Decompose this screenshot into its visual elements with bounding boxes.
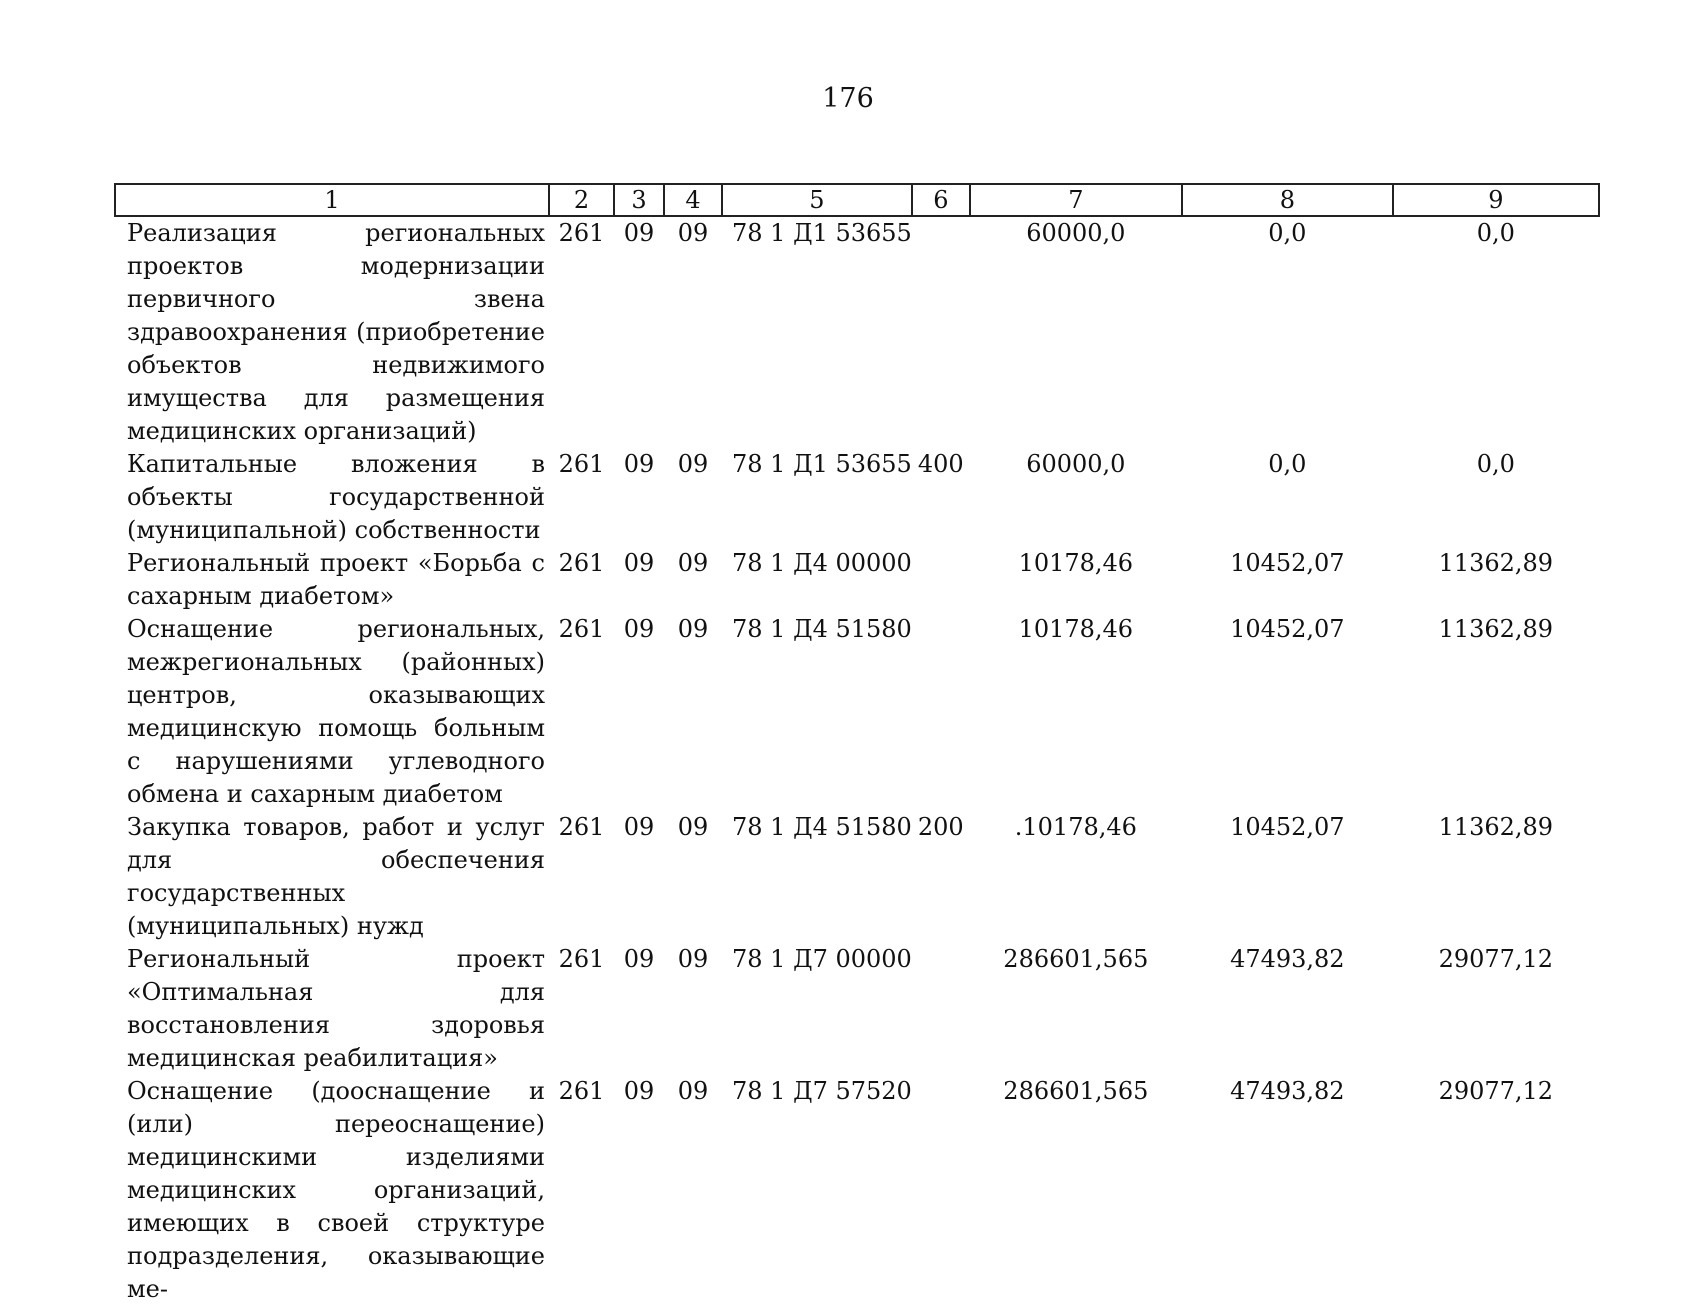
ministry-code: 261 xyxy=(558,450,605,478)
item-name: Региональный проект «Борьба с сахарным диабетом» xyxy=(127,549,545,610)
header-cell-7: 7 xyxy=(970,184,1182,216)
subsection-code: 09 xyxy=(677,615,709,643)
expense-type-code xyxy=(912,547,970,613)
section-code: 09 xyxy=(623,219,655,247)
page-number: 176 xyxy=(822,83,874,114)
item-name: Региональный проект «Оптимальная для восстановления здоровья медицинская реабилитация» xyxy=(127,945,545,1072)
amount-col8: 10452,07 xyxy=(1230,813,1345,841)
amount-col8: 10452,07 xyxy=(1230,549,1345,577)
amount-col8: 0,0 xyxy=(1268,219,1307,247)
target-article-code: 78 1 Д4 00000 xyxy=(732,549,912,577)
ministry-code: 261 xyxy=(558,615,605,643)
section-code: 09 xyxy=(623,813,655,841)
item-name: Капитальные вложения в объекты государственной (муниципальной) собственности xyxy=(127,450,545,544)
table-body xyxy=(115,216,1599,1306)
section-code: 09 xyxy=(623,549,655,577)
expense-type-code: 400 xyxy=(917,450,964,478)
header-cell-6: 6 xyxy=(912,184,970,216)
section-code: 09 xyxy=(623,615,655,643)
target-article-code: 78 1 Д7 57520 xyxy=(732,1077,912,1105)
expense-type-code xyxy=(912,1075,970,1306)
subsection-code: 09 xyxy=(677,1077,709,1105)
ministry-code: 261 xyxy=(558,549,605,577)
expense-type-code xyxy=(912,613,970,811)
item-name: Закупка товаров, работ и услуг для обеспечения государственных (муниципальных) нужд xyxy=(127,813,545,940)
amount-col8: 0,0 xyxy=(1268,450,1307,478)
amount-col9: 11362,89 xyxy=(1438,615,1554,643)
header-cell-2: 2 xyxy=(549,184,614,216)
item-name: Оснащение (дооснащение и (или) переоснащение) медицинскими изделиями медицинских организаций, имеющих в своей структуре подразделения, оказывающие ме- xyxy=(127,1077,545,1303)
amount-col8: 47493,82 xyxy=(1230,945,1345,973)
target-article-code: 78 1 Д4 51580 xyxy=(732,813,912,841)
target-article-code: 78 1 Д7 00000 xyxy=(732,945,912,973)
amount-col9: 11362,89 xyxy=(1438,549,1554,577)
section-code: 09 xyxy=(623,450,655,478)
header-cell-1: 1 xyxy=(115,184,549,216)
subsection-code: 09 xyxy=(677,813,709,841)
subsection-code: 09 xyxy=(677,450,709,478)
item-name: Оснащение региональных, межрегиональных (районных) центров, оказывающих медицинскую помощь больным с нарушениями углеводного обмена и сахарным диабетом xyxy=(127,615,545,808)
table-row xyxy=(115,216,1599,448)
amount-col7: 10178,46 xyxy=(1018,549,1134,577)
amount-col7: 60000,0 xyxy=(1026,219,1126,247)
table-row xyxy=(115,1075,1599,1306)
header-cell-5: 5 xyxy=(722,184,912,216)
budget-table xyxy=(114,183,1600,1306)
amount-col8: 47493,82 xyxy=(1230,1077,1345,1105)
table-row xyxy=(115,811,1599,943)
table-row xyxy=(115,448,1599,547)
header-cell-9: 9 xyxy=(1393,184,1599,216)
amount-col9: 29077,12 xyxy=(1438,945,1554,973)
amount-col7: .10178,46 xyxy=(1014,813,1137,841)
subsection-code: 09 xyxy=(677,945,709,973)
header-cell-8: 8 xyxy=(1182,184,1393,216)
amount-col9: 11362,89 xyxy=(1438,813,1554,841)
expense-type-code xyxy=(912,943,970,1075)
header-row xyxy=(115,184,1599,216)
target-article-code: 78 1 Д1 53655 xyxy=(732,450,912,478)
header-cell-3: 3 xyxy=(614,184,664,216)
table-row xyxy=(115,613,1599,811)
amount-col9: 0,0 xyxy=(1476,450,1515,478)
expense-type-code xyxy=(912,216,970,448)
amount-col7: 286601,565 xyxy=(1003,1077,1149,1105)
section-code: 09 xyxy=(623,1077,655,1105)
item-name: Реализация региональных проектов модернизации первичного звена здравоохранения (приобретение объектов недвижимого имущества для размещения медицинских организаций) xyxy=(127,219,545,445)
amount-col9: 29077,12 xyxy=(1438,1077,1554,1105)
amount-col8: 10452,07 xyxy=(1230,615,1345,643)
subsection-code: 09 xyxy=(677,549,709,577)
table-header xyxy=(115,184,1599,216)
target-article-code: 78 1 Д1 53655 xyxy=(732,219,912,247)
amount-col7: 60000,0 xyxy=(1026,450,1126,478)
amount-col9: 0,0 xyxy=(1476,219,1515,247)
ministry-code: 261 xyxy=(558,219,605,247)
table-row xyxy=(115,943,1599,1075)
subsection-code: 09 xyxy=(677,219,709,247)
table-row xyxy=(115,547,1599,613)
section-code: 09 xyxy=(623,945,655,973)
target-article-code: 78 1 Д4 51580 xyxy=(732,615,912,643)
amount-col7: 10178,46 xyxy=(1018,615,1134,643)
expense-type-code: 200 xyxy=(917,813,964,841)
header-cell-4: 4 xyxy=(664,184,722,216)
ministry-code: 261 xyxy=(558,945,605,973)
amount-col7: 286601,565 xyxy=(1003,945,1149,973)
ministry-code: 261 xyxy=(558,1077,605,1105)
ministry-code: 261 xyxy=(558,813,605,841)
